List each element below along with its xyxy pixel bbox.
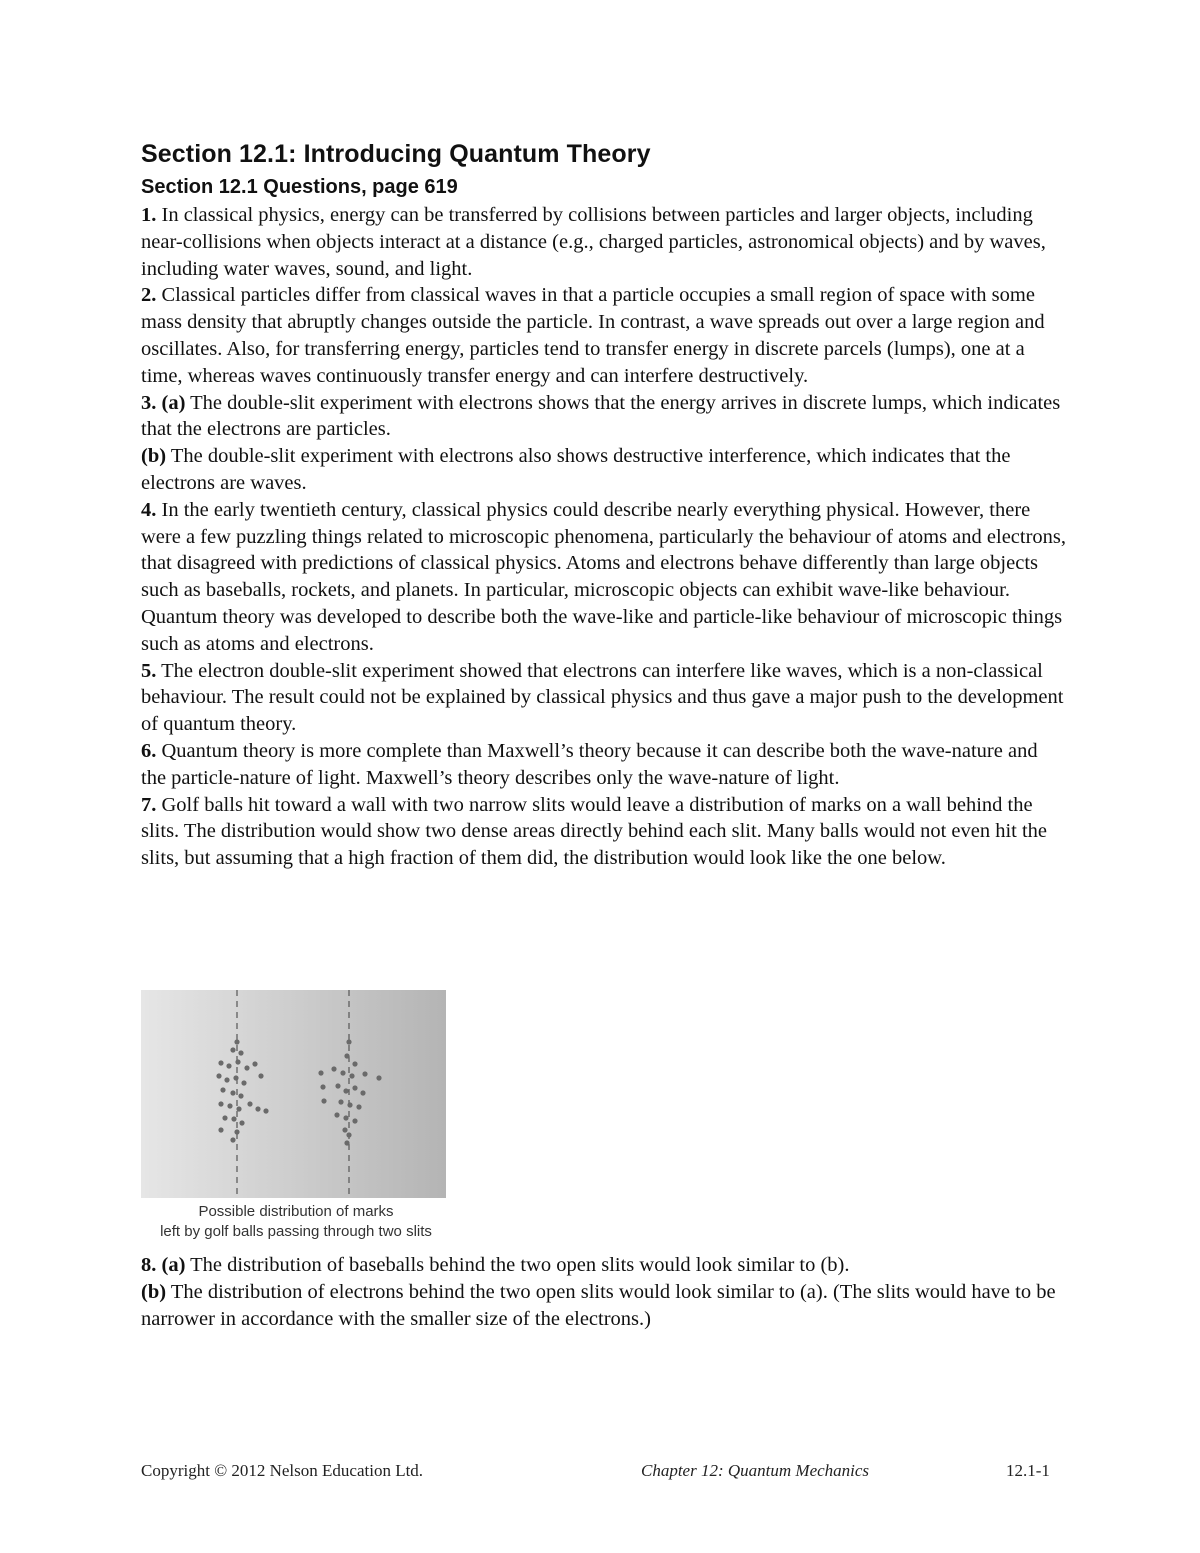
answer-number: (b) bbox=[141, 445, 167, 468]
mark-dot bbox=[230, 1090, 235, 1095]
mark-dot bbox=[340, 1070, 345, 1075]
answer-text: The double-slit experiment with electrons also shows destructive interference, which indicates that the electrons are waves. bbox=[141, 445, 1011, 494]
subsection-title: Section 12.1 Questions, page 619 bbox=[141, 176, 458, 198]
answer-text: Quantum theory is more complete than Maxwell’s theory because it can describe both the wave-nature and the particle-nature of light. Maxwell’s theory describes only the wave-nature of light. bbox=[141, 739, 1038, 789]
mark-dot bbox=[234, 1129, 239, 1134]
answer-text: The distribution of baseballs behind the two open slits would look similar to (b). bbox=[185, 1254, 850, 1276]
mark-dot bbox=[344, 1140, 349, 1145]
answer-number: 8. (a) bbox=[141, 1254, 186, 1276]
mark-dot bbox=[335, 1083, 340, 1088]
answers-body-continued bbox=[141, 1252, 1066, 1332]
mark-dot bbox=[252, 1061, 257, 1066]
answer-text: Classical particles differ from classical waves in that a particle occupies a small region of space with some mass density that abruptly changes outside the particle. In contrast, a wave spreads out over a large region and oscillates. Also, for transferring energy, particles tend to transfer energy in discrete parcels (lumps), one at a time, whereas waves continuously transfer energy and can interfere destructively. bbox=[141, 284, 1045, 387]
answer-number: 6. bbox=[141, 739, 157, 762]
answer-number: 7. bbox=[141, 793, 157, 816]
footer-copyright: Copyright © 2012 Nelson Education Ltd. bbox=[141, 1461, 424, 1480]
mark-dot bbox=[230, 1047, 235, 1052]
footer-page-number: 12.1-1 bbox=[1006, 1461, 1050, 1480]
mark-dot bbox=[318, 1070, 323, 1075]
answer-number: 2. bbox=[141, 284, 157, 307]
mark-dot bbox=[331, 1066, 336, 1071]
answer-number: 5. bbox=[141, 659, 157, 682]
double-slit-figure bbox=[141, 990, 446, 1198]
mark-dot bbox=[218, 1101, 223, 1106]
answer-paragraph bbox=[141, 738, 1066, 792]
mark-dot bbox=[216, 1073, 221, 1078]
answer-paragraph bbox=[141, 1252, 1066, 1279]
mark-dot bbox=[241, 1080, 246, 1085]
answer-paragraph bbox=[141, 443, 1066, 497]
answer-text: The electron double-slit experiment showed that electrons can interfere like waves, which is a non-classical behaviour. The result could not be explained by classical physics and thus gave a major push to the development of quantum theory. bbox=[141, 659, 1064, 736]
mark-dot bbox=[238, 1050, 243, 1055]
mark-dot bbox=[247, 1101, 252, 1106]
mark-dot bbox=[321, 1098, 326, 1103]
mark-dot bbox=[352, 1085, 357, 1090]
answer-text: The distribution of electrons behind the two open slits would look similar to (a). (The slits would have to be narrower in accordance with the smaller size of the electrons.) bbox=[141, 1280, 1056, 1330]
mark-dot bbox=[233, 1075, 238, 1080]
mark-dot bbox=[231, 1116, 236, 1121]
mark-dot bbox=[235, 1059, 240, 1064]
mark-dot bbox=[238, 1093, 243, 1098]
mark-dot bbox=[239, 1120, 244, 1125]
mark-dot bbox=[224, 1077, 229, 1082]
answer-text: Golf balls hit toward a wall with two narrow slits would leave a distribution of marks on a wall behind the slits. The distribution would show two dense areas directly behind each slit. Many balls would not even hit the slits, but assuming that a high fraction of them did, the distribution would look like the one below. bbox=[141, 793, 1048, 870]
mark-dot bbox=[263, 1108, 268, 1113]
mark-dot bbox=[334, 1112, 339, 1117]
mark-dot bbox=[346, 1039, 351, 1044]
answer-paragraph bbox=[141, 1279, 1066, 1333]
answer-text: In the early twentieth century, classical physics could describe nearly everything physical. However, there were a few puzzling things related to microscopic phenomena, particularly the behaviour of atoms and electrons, that disagreed with predictions of classical physics. Atoms and electrons behave differently than large objects such as baseballs, rockets, and planets. In particular, microscopic objects can exhibit wave-like behaviour. Quantum theory was developed to describe both the wave-like and particle-like behaviour of microscopic things such as atoms and electrons. bbox=[141, 498, 1067, 655]
mark-dot bbox=[346, 1132, 351, 1137]
mark-dot bbox=[347, 1102, 352, 1107]
figure-background bbox=[141, 990, 446, 1198]
mark-dot bbox=[376, 1075, 381, 1080]
section-title: Section 12.1: Introducing Quantum Theory bbox=[141, 140, 651, 168]
mark-dot bbox=[320, 1084, 325, 1089]
answer-number: 3. (a) bbox=[141, 391, 186, 414]
mark-dot bbox=[349, 1073, 354, 1078]
mark-dot bbox=[352, 1061, 357, 1066]
mark-dot bbox=[356, 1104, 361, 1109]
answer-number: (b) bbox=[141, 1280, 167, 1303]
mark-dot bbox=[227, 1103, 232, 1108]
answer-number: 4. bbox=[141, 498, 157, 521]
mark-dot bbox=[362, 1071, 367, 1076]
mark-dot bbox=[230, 1137, 235, 1142]
mark-dot bbox=[342, 1127, 347, 1132]
mark-dot bbox=[244, 1065, 249, 1070]
mark-dot bbox=[236, 1106, 241, 1111]
answer-text: The double-slit experiment with electrons shows that the energy arrives in discrete lumps, which indicates that the electrons are particles. bbox=[141, 391, 1061, 441]
answer-paragraph bbox=[141, 658, 1066, 738]
answers-body bbox=[141, 202, 1066, 872]
mark-dot bbox=[234, 1039, 239, 1044]
answer-paragraph bbox=[141, 202, 1066, 282]
mark-dot bbox=[343, 1088, 348, 1093]
mark-dot bbox=[218, 1060, 223, 1065]
footer-chapter: Chapter 12: Quantum Mechanics bbox=[641, 1461, 870, 1480]
mark-dot bbox=[352, 1118, 357, 1123]
mark-dot bbox=[258, 1073, 263, 1078]
answer-paragraph bbox=[141, 390, 1066, 444]
figure-caption bbox=[141, 1202, 451, 1242]
figure-caption-line: Possible distribution of marks bbox=[198, 1203, 394, 1220]
answer-text: In classical physics, energy can be transferred by collisions between particles and larger objects, including near-collisions when objects interact at a distance (e.g., charged particles, astronomical objects) and by waves, including water waves, sound, and light. bbox=[141, 204, 1046, 280]
answer-number: 1. bbox=[141, 204, 157, 226]
answer-paragraph bbox=[141, 282, 1066, 389]
mark-dot bbox=[220, 1087, 225, 1092]
mark-dot bbox=[343, 1115, 348, 1120]
answer-paragraph bbox=[141, 497, 1066, 658]
mark-dot bbox=[360, 1090, 365, 1095]
figure-caption-line: left by golf balls passing through two slits bbox=[160, 1223, 432, 1240]
mark-dot bbox=[255, 1106, 260, 1111]
mark-dot bbox=[222, 1115, 227, 1120]
answer-paragraph bbox=[141, 792, 1066, 872]
mark-dot bbox=[338, 1099, 343, 1104]
mark-dot bbox=[226, 1063, 231, 1068]
mark-dot bbox=[344, 1053, 349, 1058]
mark-dot bbox=[218, 1127, 223, 1132]
